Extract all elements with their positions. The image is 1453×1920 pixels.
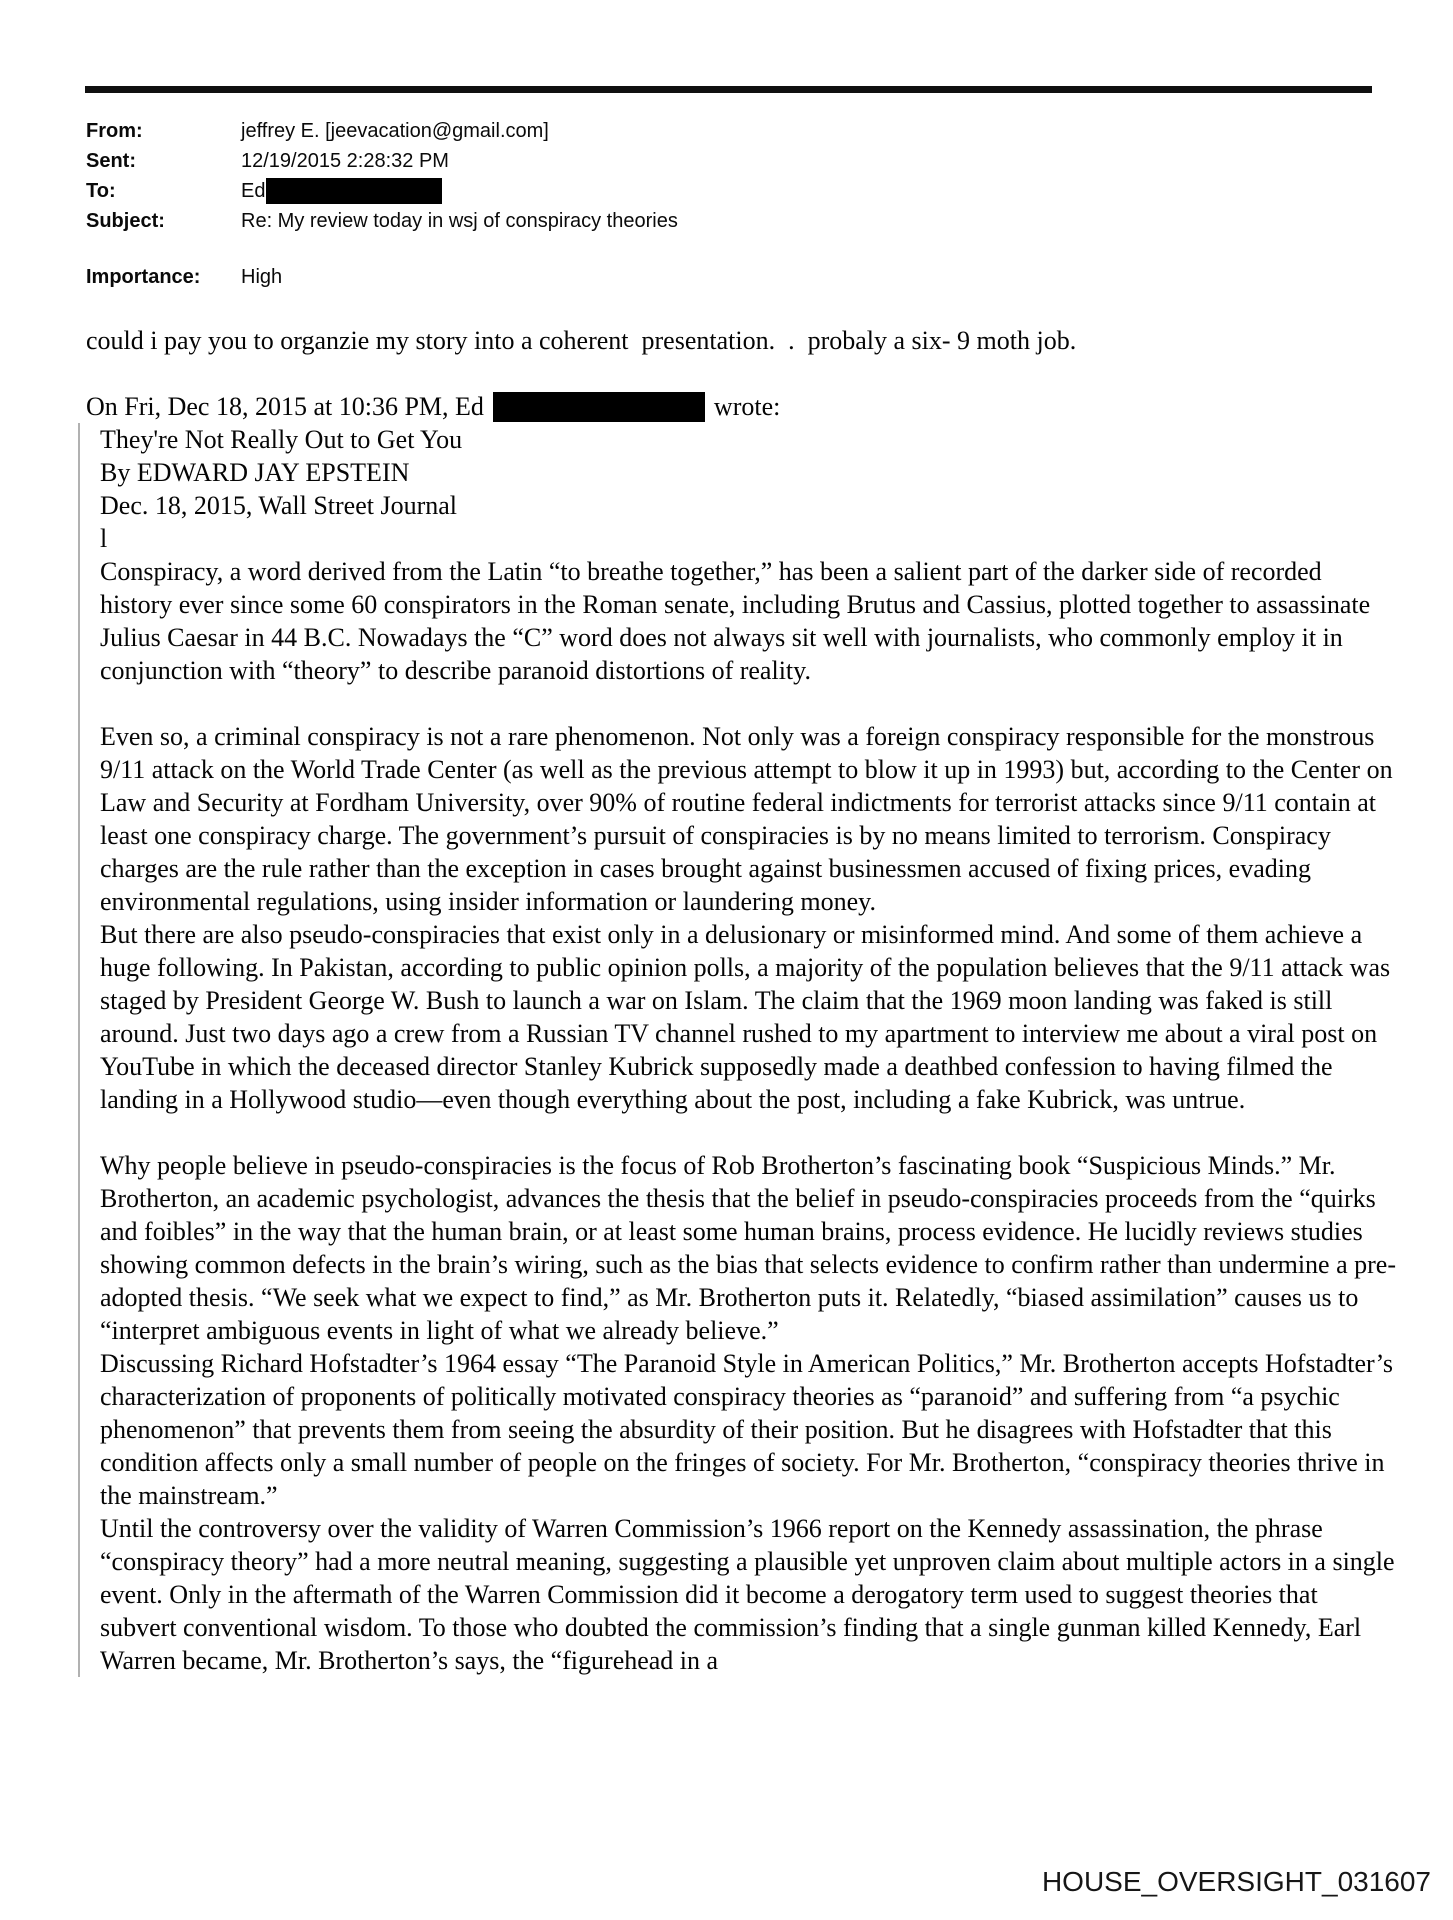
- redaction-bar-reply: [493, 392, 705, 422]
- reply-intro-prefix: On Fri, Dec 18, 2015 at 10:36 PM, Ed: [86, 392, 484, 421]
- header-field-from: [86, 116, 678, 146]
- article-paragraph: Until the controversy over the validity of Warren Commission’s 1966 report on the Kennedy assassination, the phrase “conspiracy theory” had a more neutral meaning, suggesting a plausible yet unproven claim about multiple actors in a single event. Only in the aftermath of the Warren Commission did it become a derogatory term used to suggest theories that subvert conventional wisdom. To those who doubted the commission’s finding that a single gunman killed Kennedy, Earl Warren became, Mr. Brotherton’s says, the “figurehead in a: [100, 1514, 1395, 1675]
- subject-label: Subject:: [86, 210, 165, 232]
- to-label: To:: [86, 180, 116, 202]
- from-label: From:: [86, 120, 143, 142]
- article-paragraph: Even so, a criminal conspiracy is not a rare phenomenon. Not only was a foreign conspiracy responsible for the monstrous 9/11 attack on the World Trade Center (as well as the previous attempt to blow it up in 1993) but, according to the Center on Law and Security at Fordham University, over 90% of routine federal indictments for terrorist attacks since 9/11 contain at least one conspiracy charge. The government’s pursuit of conspiracies is by no means limited to terrorism. Conspiracy charges are the rule rather than the exception in cases brought against businessmen accused of fixing prices, evading environmental regulations, using insider information or laundering money.: [100, 722, 1393, 916]
- article-byline: By EDWARD JAY EPSTEIN: [100, 458, 410, 487]
- reply-intro-line: [86, 390, 1400, 423]
- importance-label: Importance:: [86, 266, 201, 288]
- header-field-subject: [86, 206, 678, 236]
- redaction-bar-to: [266, 178, 442, 204]
- article-stray-character: l: [100, 524, 108, 553]
- article-paragraph: Conspiracy, a word derived from the Latin “to breathe together,” has been a salient part of the darker side of recorded history ever since some 60 conspirators in the Roman senate, including Brutus and Cassius, plotted together to assassinate Julius Caesar in 44 B.C. Nowadays the “C” word does not always sit well with journalists, who commonly employ it in conjunction with “theory” to describe paranoid distortions of reality.: [100, 557, 1371, 685]
- email-body: [86, 324, 1400, 1677]
- subject-value: Re: My review today in wsj of conspiracy theories: [241, 210, 678, 232]
- quoted-article: [78, 423, 1400, 1677]
- article-paragraph: Why people believe in pseudo-conspiracies is the focus of Rob Brotherton’s fascinating book “Suspicious Minds.” Mr. Brotherton, an academic psychologist, advances the thesis that the belief in pseudo-conspiracies proceeds from the “quirks and foibles” in the way that the human brain, or at least some human brains, process evidence. He lucidly reviews studies showing common defects in the brain’s wiring, such as the bias that selects evidence to confirm rather than undermine a pre-adopted thesis. “We seek what we expect to find,” as Mr. Brotherton puts it. Relatedly, “biased assimilation” causes us to “interpret ambiguous events in light of what we already believe.”: [100, 1151, 1396, 1345]
- message-text: could i pay you to organzie my story into a coherent presentation. . probaly a six- 9 moth job.: [86, 326, 1077, 355]
- header-field-importance: [86, 262, 678, 292]
- article-paragraph: But there are also pseudo-conspiracies that exist only in a delusionary or misinformed mind. And some of them achieve a huge following. In Pakistan, according to public opinion polls, a majority of the population believes that the 9/11 attack was staged by President George W. Bush to launch a war on Islam. The claim that the 1969 moon landing was faked is still around. Just two days ago a crew from a Russian TV channel rushed to my apartment to interview me about a viral post on YouTube in which the deceased director Stanley Kubrick supposedly made a deathbed confession to having filmed the landing in a Hollywood studio—even though everything about the post, including a fake Kubrick, was untrue.: [100, 920, 1391, 1114]
- article-dateline: Dec. 18, 2015, Wall Street Journal: [100, 491, 458, 520]
- bates-number: HOUSE_OVERSIGHT_031607: [1041, 1866, 1431, 1897]
- article-title: They're Not Really Out to Get You: [100, 425, 463, 454]
- header-divider-rule: [85, 86, 1372, 93]
- importance-value: High: [241, 266, 283, 288]
- sent-value: 12/19/2015 2:28:32 PM: [241, 150, 449, 172]
- sent-label: Sent:: [86, 150, 136, 172]
- to-value: [241, 176, 442, 206]
- article-paragraph: Discussing Richard Hofstadter’s 1964 essay “The Paranoid Style in American Politics,” Mr. Brotherton accepts Hofstadter’s characterization of proponents of politically motivated conspiracy theories as “paranoid” and suffering from “a psychic phenomenon” that prevents them from seeing the absurdity of their position. But he disagrees with Hofstadter that this condition affects only a small number of people on the fringes of society. For Mr. Brotherton, “conspiracy theories thrive in the mainstream.”: [100, 1349, 1393, 1510]
- to-value-text: Ed: [241, 180, 266, 202]
- header-field-sent: [86, 146, 678, 176]
- reply-intro-suffix: wrote:: [713, 392, 781, 421]
- header-field-to: [86, 176, 678, 206]
- from-value: jeffrey E. [jeevacation@gmail.com]: [241, 120, 549, 142]
- email-header: [86, 116, 678, 292]
